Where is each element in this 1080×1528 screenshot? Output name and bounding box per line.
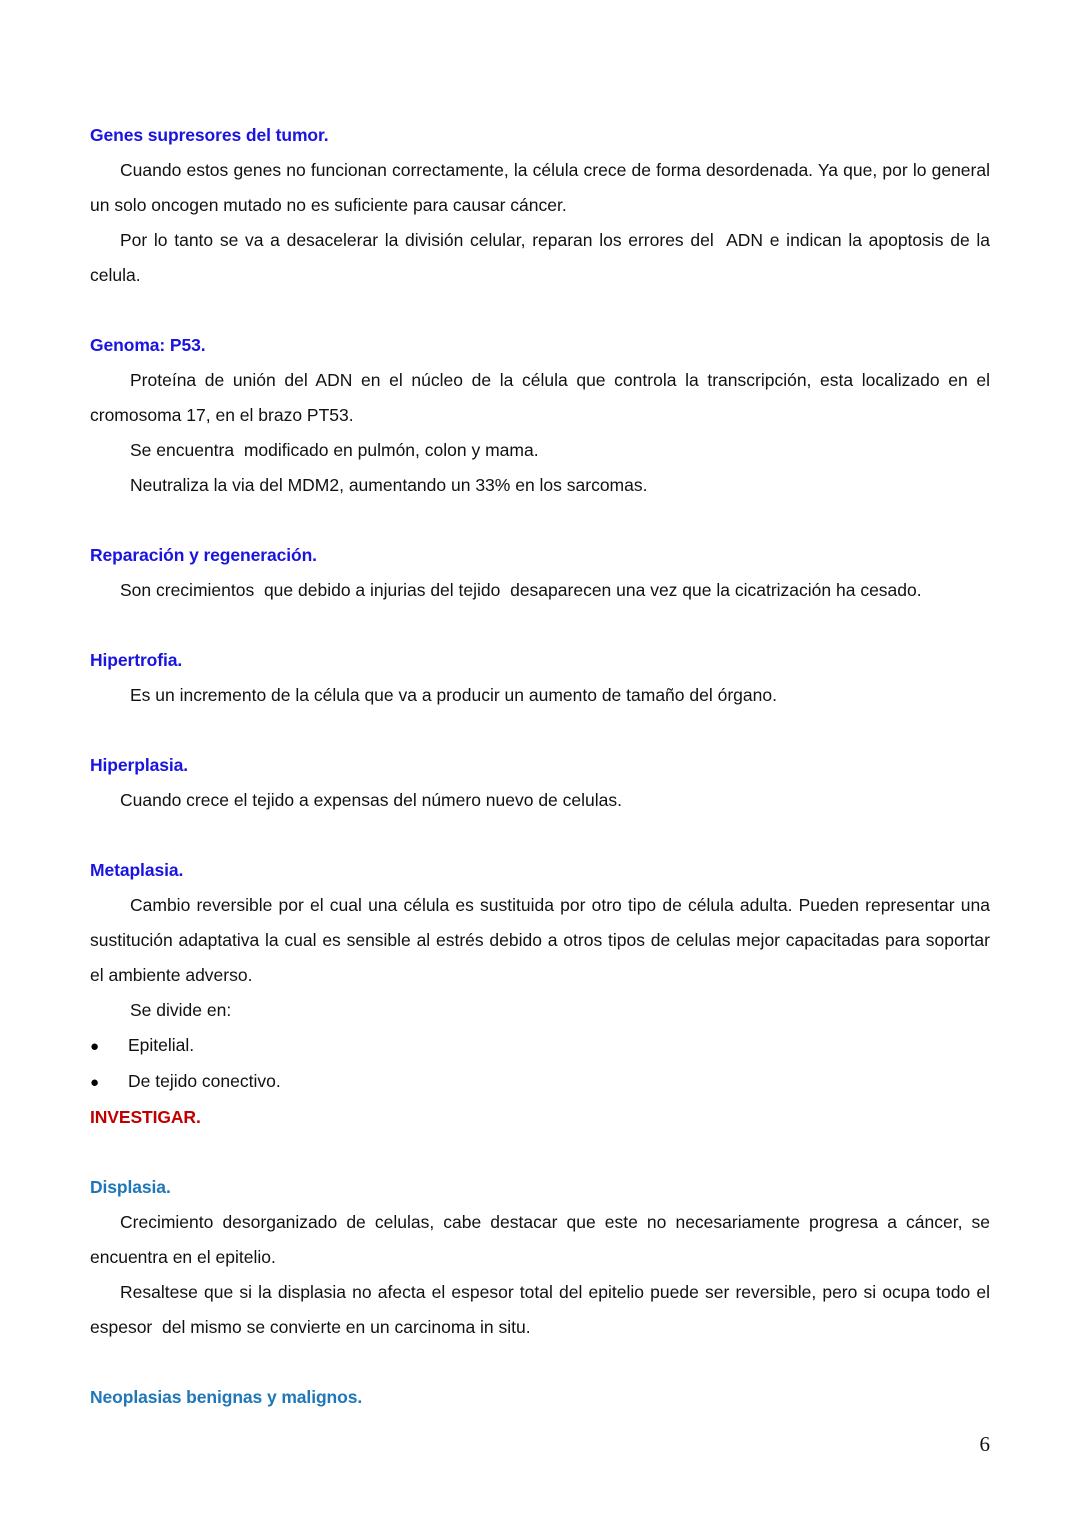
paragraph-reparacion-1: Son crecimientos que debido a injurias del tejido desaparecen una vez que la cicatrización ha cesado. <box>120 580 922 600</box>
paragraph-displasia-2: Resaltese que si la displasia no afecta el espesor total del epitelio puede ser reversible, pero si ocupa todo el espesor del mismo se convierte en un carcinoma in situ. <box>90 1282 995 1337</box>
note-investigar: INVESTIGAR. <box>90 1107 201 1127</box>
paragraph-displasia-1: Crecimiento desorganizado de celulas, cabe destacar que este no necesariamente progresa a cáncer, se encuentra en el epitelio. <box>90 1212 995 1267</box>
list-item-label: De tejido conectivo. <box>128 1071 281 1091</box>
section-spacer <box>90 1345 990 1380</box>
line-hipertrofia-1: Es un incremento de la célula que va a producir un aumento de tamaño del órgano. <box>130 685 777 705</box>
section-spacer <box>90 1135 990 1170</box>
document-content <box>90 118 995 1415</box>
heading-displasia: Displasia. <box>90 1177 171 1197</box>
heading-reparacion-regeneracion: Reparación y regeneración. <box>90 545 317 565</box>
line-genoma-p53-modificado: Se encuentra modificado en pulmón, colon y mama. <box>130 440 539 460</box>
page-number: 6 <box>979 1432 990 1456</box>
heading-neoplasias: Neoplasias benignas y malignos. <box>90 1387 363 1407</box>
list-item <box>90 1064 990 1100</box>
paragraph-genes-supresores-1: Cuando estos genes no funcionan correctamente, la célula crece de forma desordenada. Ya que, por lo general un solo oncogen mutado no es suficiente para causar cáncer. <box>90 160 995 215</box>
line-metaplasia-se-divide-en: Se divide en: <box>130 1000 232 1020</box>
list-item-label: Epitelial. <box>128 1035 195 1055</box>
section-spacer <box>90 818 990 853</box>
heading-hiperplasia: Hiperplasia. <box>90 755 189 775</box>
line-hiperplasia-1: Cuando crece el tejido a expensas del número nuevo de celulas. <box>120 790 622 810</box>
heading-genoma-p53: Genoma: P53. <box>90 335 206 355</box>
section-spacer <box>90 608 990 643</box>
heading-hipertrofia: Hipertrofia. <box>90 650 183 670</box>
line-genoma-p53-mdm2: Neutraliza la via del MDM2, aumentando un 33% en los sarcomas. <box>130 475 648 495</box>
bullet-dot-icon: ● <box>90 1038 100 1055</box>
paragraph-genes-supresores-2: Por lo tanto se va a desacelerar la división celular, reparan los errores del ADN e indican la apoptosis de la celula. <box>90 230 995 285</box>
section-spacer <box>90 713 990 748</box>
bullet-dot-icon: ● <box>90 1074 100 1091</box>
list-item <box>90 1028 990 1064</box>
section-spacer <box>90 293 990 328</box>
paragraph-genoma-p53-1: Proteína de unión del ADN en el núcleo de la célula que controla la transcripción, esta localizado en el cromosoma 17, en el brazo PT53. <box>90 370 995 425</box>
section-spacer <box>90 503 990 538</box>
heading-metaplasia: Metaplasia. <box>90 860 184 880</box>
heading-genes-supresores: Genes supresores del tumor. <box>90 125 329 145</box>
paragraph-metaplasia-1: Cambio reversible por el cual una célula es sustituida por otro tipo de célula adulta. Pueden representar una sustitución adaptativa la cual es sensible al estrés debido a otros tipos de celulas mejor capacitadas para soportar el ambiente adverso. <box>90 895 995 985</box>
